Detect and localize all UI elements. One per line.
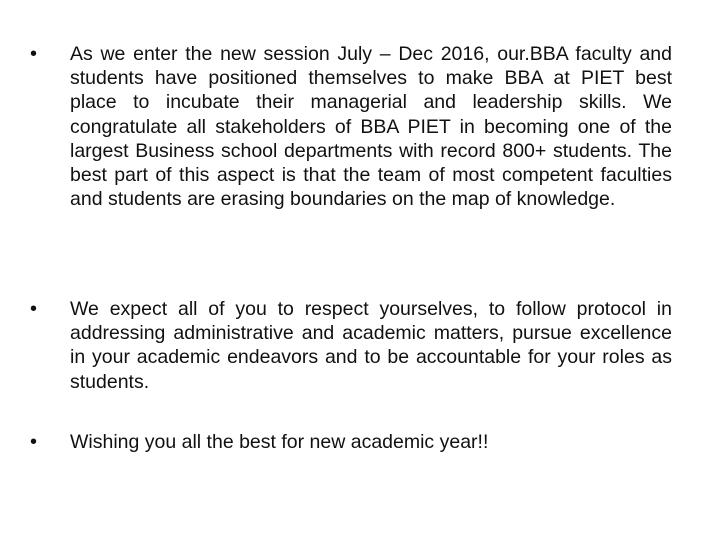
- bullet-marker: •: [30, 298, 38, 320]
- bullet-marker: •: [30, 43, 38, 65]
- bullet-text: Wishing you all the best for new academic year!!: [70, 431, 489, 453]
- bullet-marker: •: [30, 431, 38, 453]
- bullet-text: As we enter the new session July – Dec 2016, our.BBA faculty and students have positioned themselves to make BBA at PIET best place to incubate their managerial and leadership skills. We congratulate all stakeholders of BBA PIET in becoming one of the largest Business school departments with record 800+ students. The best part of this aspect is that the team of most competent faculties and students are erasing boundaries on the map of knowledge.: [70, 43, 672, 211]
- bullet-text: We expect all of you to respect yourselves, to follow protocol in addressing administrative and academic matters, pursue excellence in your academic endeavors and to be accountable for your roles as students.: [70, 298, 672, 393]
